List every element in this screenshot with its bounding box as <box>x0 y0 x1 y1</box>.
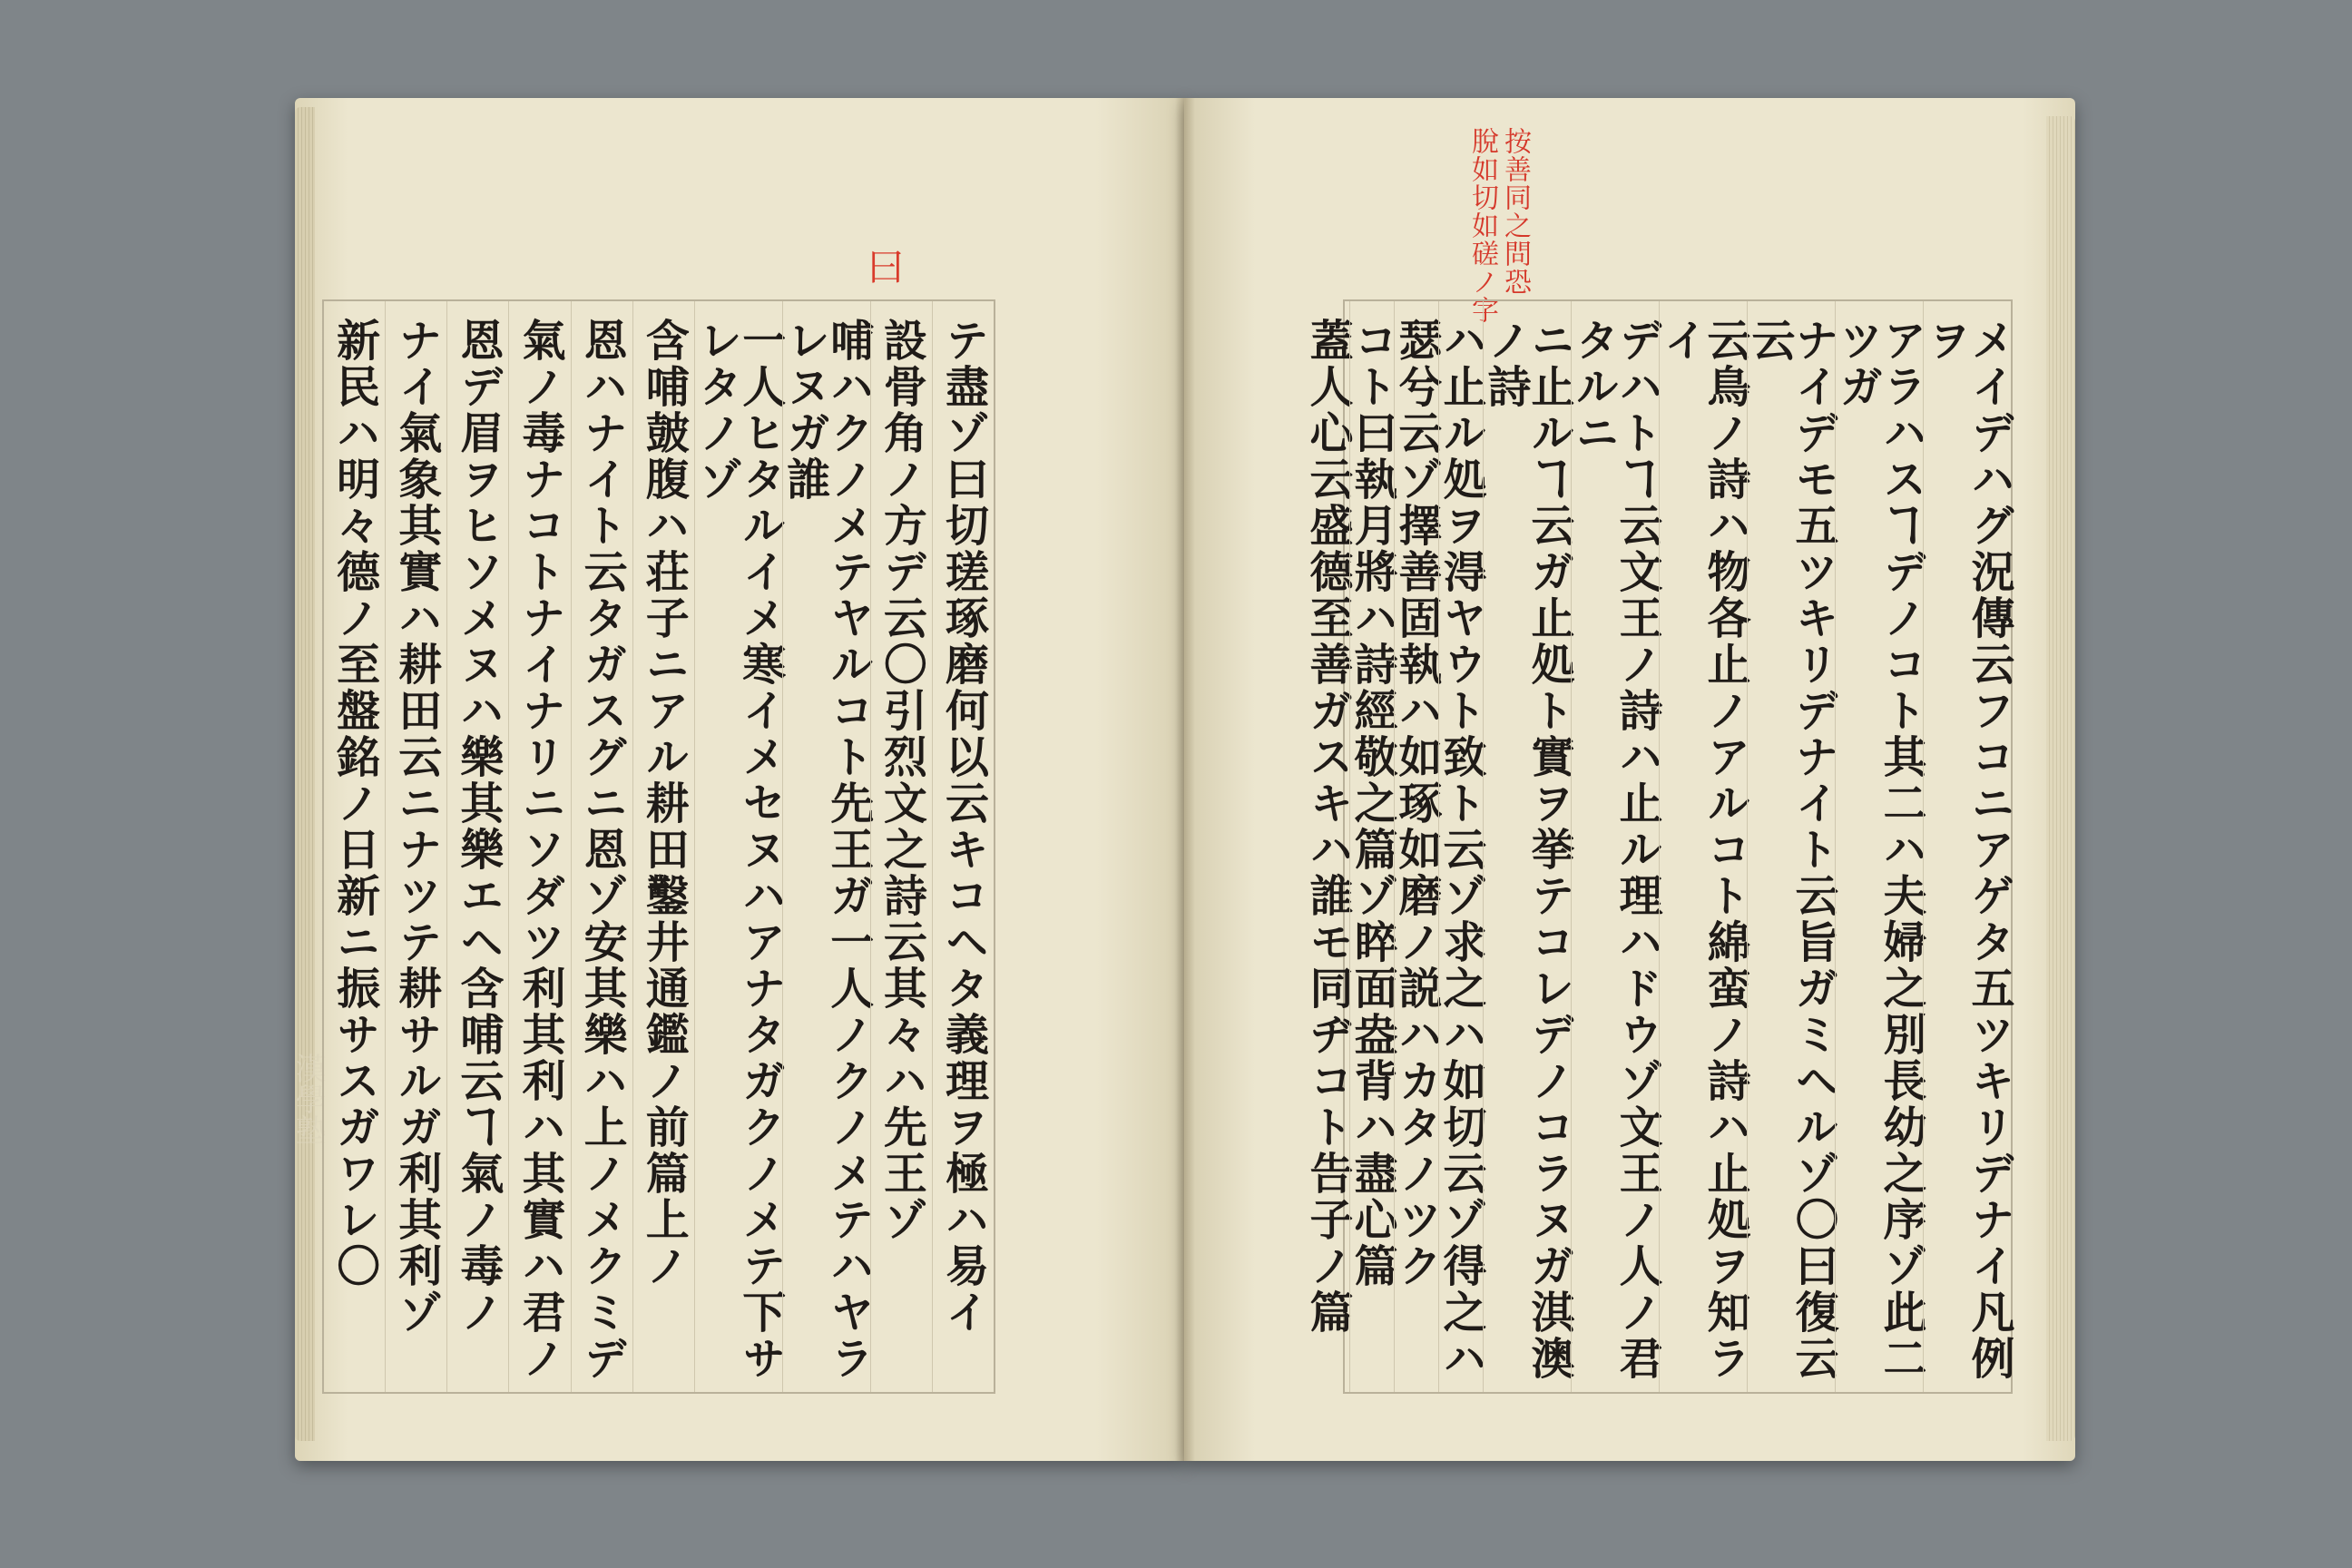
text-column: 含哺皷腹ハ荘子ニアル耕田鑿井通鑑ノ前篇上ノ <box>632 301 694 1392</box>
annotation-line: 脫如切如磋ノ字 <box>1466 127 1498 324</box>
book-gutter <box>1175 98 1195 1461</box>
text-column: 云鳥ノ詩ハ物各止ノアルコト綿蛮ノ詩ハ止処ヲ知ライ <box>1659 301 1747 1392</box>
header-mark: 曰 <box>867 245 906 289</box>
text-column: 氣ノ毒ナコトナイナリニソダツ利其利ハ其實ハ君ノ <box>508 301 570 1392</box>
text-column: ナイデモ五ツキリデナイト云旨ガミヘルゾ〇曰復云云 <box>1747 301 1835 1392</box>
text-column: 瑟兮云ゾ擇善固執ハ如琢如磨ノ説ハカタノツク <box>1394 301 1438 1392</box>
text-column: コト曰執月將ハ詩經敬之篇ゾ睟面盎背ハ盡心篇 <box>1349 301 1394 1392</box>
text-column: 蓋人心云盛德至善ガスキハ誰モ同ヂコト告子ノ篇 <box>1302 318 1353 1336</box>
annotation-line: 按善同之問恐 <box>1499 127 1531 296</box>
right-text-block <box>1302 299 2014 1394</box>
text-column: 哺ハクノメテヤルコト先王ガ一人ノクノメテハヤラレヌガ誰 <box>782 301 870 1392</box>
text-column: 恩デ眉ヲヒソメヌハ樂其樂エヘ含哺云ヿ氣ノ毒ノ <box>446 301 508 1392</box>
text-column: アラハスヿデノコト其二ハ夫婦之別長幼之序ゾ此二ツガ <box>1835 301 1923 1392</box>
right-page-edges <box>2046 116 2075 1441</box>
text-column: デハトヿ云文王ノ詩ハ止ル理ハドウゾ文王ノ人ノ君タルニ <box>1571 301 1659 1392</box>
text-column: 設骨角ノ方デ云〇引烈文之詩云其々ハ先王ゾ <box>870 301 932 1392</box>
marginal-annotation <box>1466 127 1531 324</box>
text-column: 一人ヒタルイメ寒イメセヌハアナタガクノメテ下サレタノゾ <box>694 301 782 1392</box>
text-column: テ盡ゾ曰切瑳琢磨何以云キコヘタ義理ヲ極ハ易イ <box>932 301 994 1392</box>
text-column: ナイ氣象其實ハ耕田云ニナツテ耕サルガ利其利ゾ <box>385 301 446 1392</box>
text-column: ハ止ル処ヲ淂ヤウト致ト云ゾ求之ハ如切云ゾ得之ハ <box>1438 301 1483 1392</box>
left-text-block <box>322 299 995 1394</box>
text-column: ニ止ルヿ云ガ止処ト實ヲ挙テコレデノコラヌガ淇澳ノ詩 <box>1483 301 1571 1392</box>
text-column: 新民ハ明々德ノ至盤銘ノ日新ニ振サスガワレ〇 <box>328 318 380 1289</box>
text-column: メイデハグ況傳云フコニアゲタ五ツキリデナイ凡例ヲ <box>1923 301 2011 1392</box>
text-column: 恩ハナイト云タガスグニ恩ゾ安其樂ハ上ノメクミデ <box>571 301 632 1392</box>
faded-stamp: 漢學塾 <box>289 1053 326 1145</box>
